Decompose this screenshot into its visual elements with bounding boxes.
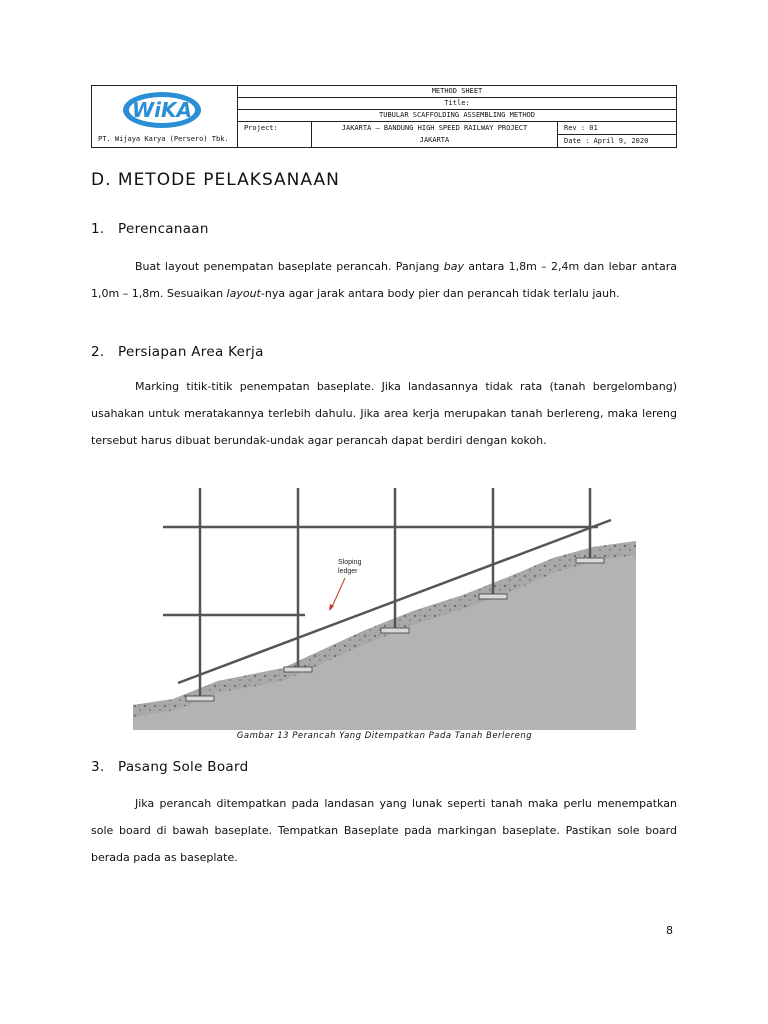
scaffold-figure [133,483,636,730]
project-row [238,122,676,147]
revision: Rev : 01 [558,122,676,135]
project-value-line2: JAKARTA [419,136,450,144]
subsection-heading-3 [91,759,248,775]
paragraph-2: Marking titik-titik penempatan baseplate. Jika landasannya tidak rata (tanah bergelombang) usahakan untuk meratakannya terlebih dahulu. Jika area kerja merupakan tanah berlereng, maka lereng tersebut harus dibuat berundak-undak agar perancah dapat berdiri dengan kokoh. [91,380,677,447]
paragraph-1: Buat layout penempatan baseplate perancah. Panjang bay antara 1,8m – 2,4m dan lebar antara 1,0m – 1,8m. Sesuaikan layout-nya agar jarak antara body pier dan perancah tidak terlalu jauh. [91,260,677,300]
wika-logo [122,91,202,129]
logo-cell [92,86,238,147]
subsection-number: 1. [91,221,105,237]
figure-label-line1: Sloping [338,559,362,566]
project-value [312,122,558,147]
figure-caption: Gambar 13 Perancah Yang Ditempatkan Pada Tanah Berlereng [236,731,533,741]
page-number: 8 [666,924,673,937]
subsection-number: 3. [91,759,105,775]
company-name: PT. Wijaya Karya (Persero) Tbk. [98,135,229,143]
paragraph-3: Jika perancah ditempatkan pada landasan yang lunak seperti tanah maka perlu menempatkan sole board di bawah baseplate. Tempatkan Baseplate pada markingan baseplate. Pastikan sole board berada pada as baseplate. [91,797,677,864]
section-title: D. METODE PELAKSANAAN [91,170,340,190]
project-value-line1: JAKARTA – BANDUNG HIGH SPEED RAILWAY PROJECT [341,124,528,132]
title-value: TUBULAR SCAFFOLDING ASSEMBLING METHOD [238,110,676,122]
date: Date : April 9, 2020 [564,137,649,145]
subsection-title: Pasang Sole Board [118,759,249,775]
subsection-heading-1 [91,221,209,237]
label-arrow [331,578,345,609]
figure-label-line2: ledger [338,568,358,575]
subsection-number: 2. [91,344,105,360]
doc-type: METHOD SHEET [238,86,676,98]
project-label: Project: [238,122,312,147]
title-label: Title: [238,98,676,110]
document-header-table [91,85,677,148]
subsection-title: Perencanaan [118,221,209,237]
subsection-title: Persiapan Area Kerja [118,344,264,360]
subsection-heading-2 [91,344,264,360]
svg-text:WiKA: WiKA [132,98,192,122]
